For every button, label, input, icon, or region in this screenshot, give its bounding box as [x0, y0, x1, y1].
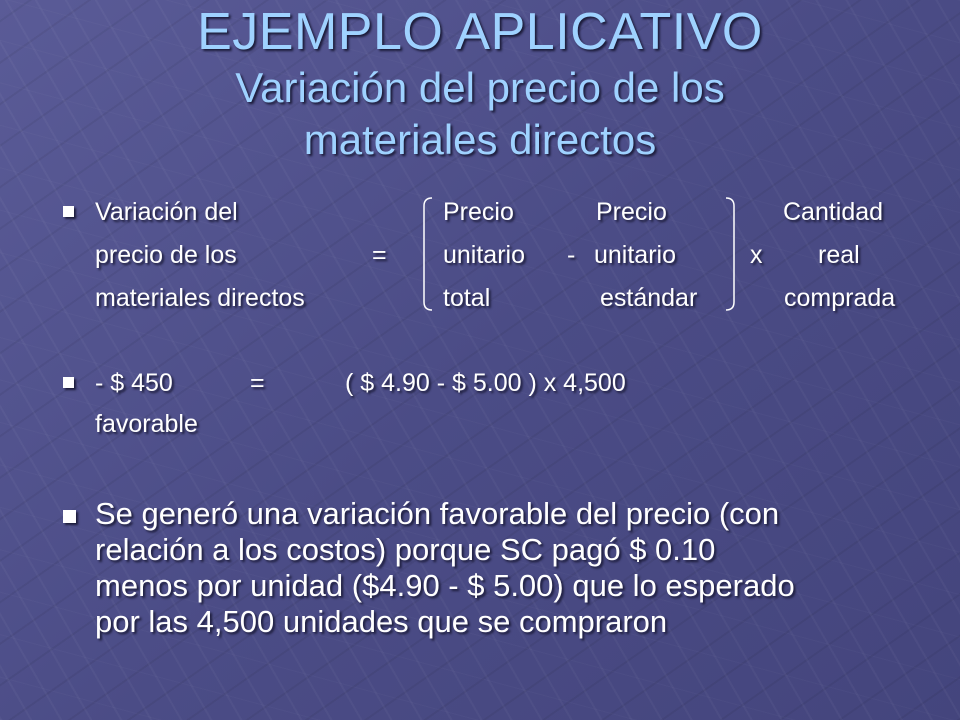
bullet-square-icon — [63, 206, 74, 217]
formula-left-line-1: Variación del — [95, 198, 238, 226]
title-sub-line-1: Variación del precio de los — [235, 64, 725, 111]
bullet-square-icon — [63, 510, 76, 523]
formula-equals: = — [372, 241, 387, 269]
right-bracket-icon — [724, 196, 740, 312]
bullet-square-icon — [63, 377, 74, 388]
left-bracket-icon — [418, 196, 434, 312]
formula-col1-line-3: total — [443, 284, 491, 312]
example-note: favorable — [95, 410, 198, 438]
conclusion-line-3: menos por unidad ($4.90 - $ 5.00) que lo esperado — [95, 568, 795, 603]
formula-col3-line-2: real — [818, 241, 860, 269]
formula-col2-line-1: Precio — [596, 198, 667, 226]
conclusion-line-1: Se generó una variación favorable del precio (con — [95, 496, 780, 531]
example-equals: = — [250, 369, 265, 397]
example-result: - $ 450 — [95, 369, 173, 397]
formula-col2-line-3: estándar — [600, 284, 698, 312]
formula-left-line-3: materiales directos — [95, 284, 305, 312]
formula-minus: - — [567, 241, 576, 269]
title-main: EJEMPLO APLICATIVO — [197, 3, 763, 61]
formula-left-line-2: precio de los — [95, 241, 237, 269]
formula-col2-line-2: unitario — [594, 241, 676, 269]
example-expression: ( $ 4.90 - $ 5.00 ) x 4,500 — [345, 369, 626, 397]
formula-times: x — [750, 241, 763, 269]
title-sub-line-2: materiales directos — [303, 116, 657, 163]
conclusion-line-2: relación a los costos) porque SC pagó $ 0.10 — [95, 532, 716, 567]
formula-col1-line-2: unitario — [443, 241, 525, 269]
formula-col3-line-1: Cantidad — [783, 198, 884, 226]
formula-col1-line-1: Precio — [443, 198, 514, 226]
formula-col3-line-3: comprada — [784, 284, 896, 312]
conclusion-line-4: por las 4,500 unidades que se compraron — [95, 604, 668, 639]
conclusion-paragraph — [95, 496, 945, 640]
slide-title — [0, 4, 960, 164]
